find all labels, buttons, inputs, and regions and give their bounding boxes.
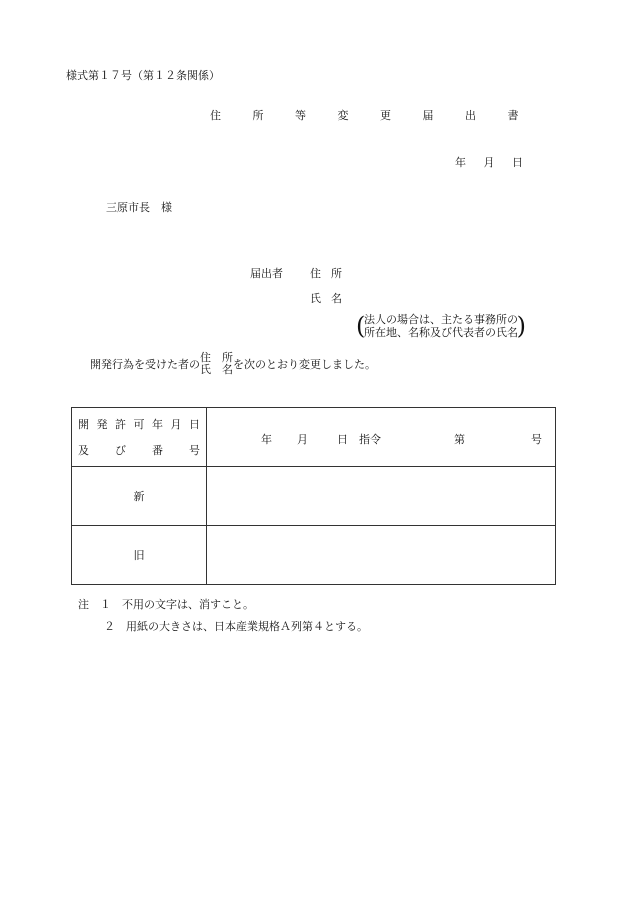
table-header-row bbox=[72, 408, 556, 467]
header-go: 号 bbox=[531, 433, 542, 446]
statement-stacked bbox=[200, 352, 233, 376]
change-table bbox=[71, 407, 556, 585]
form-number: 様式第１７号（第１２条関係） bbox=[66, 69, 220, 82]
header-dai: 第 bbox=[454, 433, 465, 446]
name-label: 氏名 bbox=[310, 292, 352, 305]
corporate-note bbox=[358, 313, 524, 339]
new-label: 新 bbox=[72, 467, 207, 526]
statement-top: 住 所 bbox=[200, 351, 233, 364]
address-label: 住所 bbox=[310, 267, 352, 280]
old-label: 旧 bbox=[72, 526, 207, 585]
statement-prefix: 開発行為を受けた者の bbox=[90, 358, 200, 371]
old-value-cell[interactable] bbox=[207, 526, 556, 585]
statement bbox=[90, 352, 376, 376]
header-month: 月 bbox=[297, 433, 308, 446]
new-value-cell[interactable] bbox=[207, 467, 556, 526]
date-line: 年 月 日 bbox=[455, 156, 523, 169]
left-paren: ( bbox=[356, 312, 366, 340]
header-year: 年 bbox=[261, 433, 272, 446]
permit-date-number-field bbox=[207, 408, 556, 467]
header-left-line1: 開発許可年月日 bbox=[78, 418, 200, 431]
permit-date-number-header bbox=[72, 408, 207, 467]
statement-suffix: を次のとおり変更しました。 bbox=[233, 358, 376, 371]
table-row-new bbox=[72, 467, 556, 526]
note-1: 注 １ 不用の文字は、消すこと。 bbox=[78, 598, 254, 611]
right-paren: ) bbox=[516, 312, 526, 340]
corporate-note-line2: 所在地、名称及び代表者の氏名 bbox=[364, 326, 518, 339]
table-row-old bbox=[72, 526, 556, 585]
addressee: 三原市長 様 bbox=[106, 201, 172, 214]
header-left-line2: 及び番号 bbox=[78, 444, 200, 457]
notes bbox=[78, 594, 368, 638]
document-title: 住 所 等 変 更 届 出 書 bbox=[210, 109, 533, 122]
note-2: ２ 用紙の大きさは、日本産業規格Ａ列第４とする。 bbox=[104, 620, 368, 633]
header-day-order: 日 指令 bbox=[337, 433, 381, 446]
statement-bottom: 氏 名 bbox=[200, 363, 233, 376]
corporate-note-line1: 法人の場合は、主たる事務所の bbox=[364, 313, 518, 326]
reporter-label: 届出者 bbox=[250, 267, 283, 280]
